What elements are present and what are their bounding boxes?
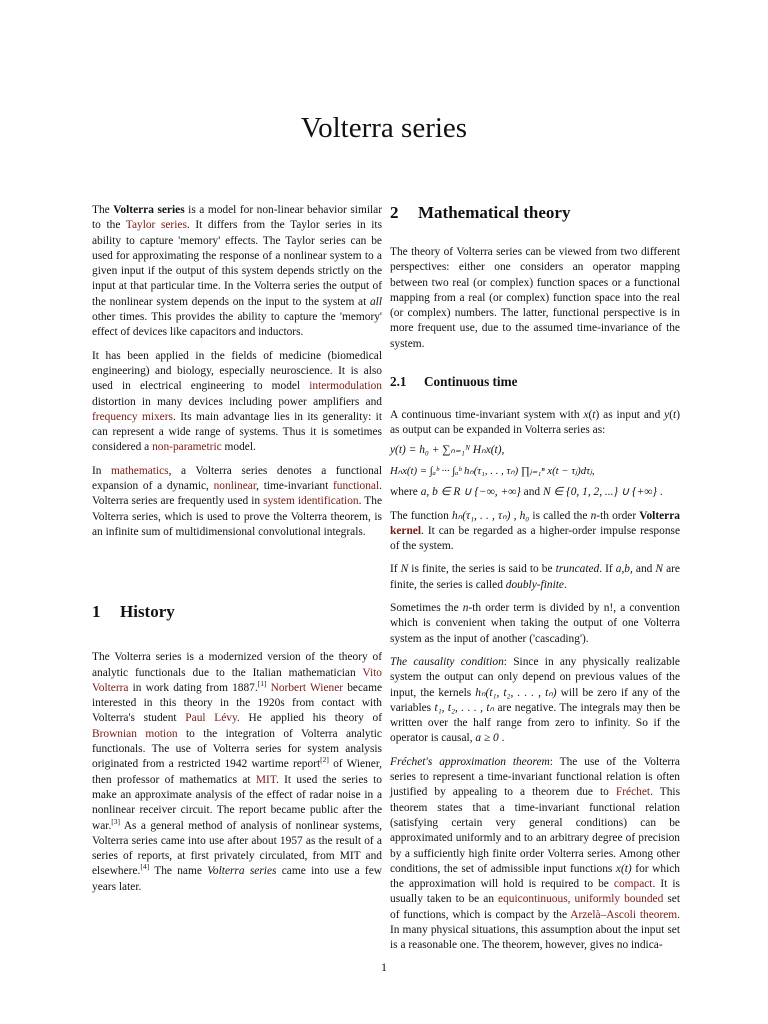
intro-paragraph-3 bbox=[92, 464, 382, 540]
math-var: x bbox=[583, 409, 589, 422]
text: ) as input and bbox=[595, 409, 665, 422]
bold-term: Volterra series bbox=[113, 204, 185, 216]
text: As a general method of analysis of nonlinear systems, Volterra series came into use after about 1957 as the result of a series of reports, at first privately circulated, from MIT and elsewhere. bbox=[92, 819, 382, 878]
link-nonlinear[interactable]: nonlinear bbox=[213, 480, 257, 493]
history-paragraph-1 bbox=[92, 650, 382, 895]
emphasis: The causality condition bbox=[390, 655, 504, 668]
link-non-parametric[interactable]: non-parametric bbox=[152, 441, 222, 454]
link-mit[interactable]: MIT bbox=[255, 773, 276, 786]
text: . bbox=[563, 578, 567, 591]
text: It has been applied in the fields of medicine (biomedical engineering) and biology, especially neuroscience. It is also used in electrical engineering to model bbox=[92, 349, 382, 393]
subsection-number: 2.1 bbox=[390, 374, 407, 390]
text: , and bbox=[630, 563, 656, 576]
math-var: n bbox=[590, 509, 597, 522]
text: . It can be regarded as a higher-order impulse response of the system. bbox=[390, 524, 680, 553]
link-equicontinuous-uniformly-bounded[interactable]: equicontinuous, uniformly bounded bbox=[498, 893, 664, 906]
emphasis: Fréchet's approximation theorem bbox=[390, 755, 550, 768]
link-frechet[interactable]: Fréchet bbox=[615, 786, 651, 799]
text: If bbox=[390, 563, 401, 576]
math-var: n bbox=[462, 602, 469, 615]
text: in work dating from 1887. bbox=[128, 681, 258, 694]
text: In bbox=[92, 464, 112, 477]
text: ( bbox=[669, 409, 674, 422]
reference-1[interactable]: [1] bbox=[257, 679, 267, 689]
section-title: Mathematical theory bbox=[418, 203, 571, 222]
text: The Volterra series is a modernized version of the theory of analytic functionals due to the Italian mathematician bbox=[92, 651, 382, 679]
text: . bbox=[656, 486, 663, 499]
math-expression: a ≥ 0 bbox=[475, 732, 499, 745]
continuous-paragraph-frechet bbox=[390, 755, 680, 954]
text: The bbox=[92, 204, 114, 216]
section-heading-mathematical-theory bbox=[390, 203, 680, 223]
text: . Volterra series are frequently used in bbox=[92, 480, 382, 508]
link-intermodulation[interactable]: intermodulation bbox=[309, 380, 382, 393]
text: will be zero if any of the variables bbox=[390, 686, 680, 714]
text: Sometimes the bbox=[390, 602, 463, 615]
continuous-where-clause bbox=[390, 485, 680, 500]
text: . bbox=[498, 732, 505, 745]
text: : Since in any physically realizable system the output can only depend on previous values of the input, the kernels bbox=[390, 655, 680, 699]
math-expression: a, b ∈ R ∪ {−∞, +∞} bbox=[420, 486, 521, 499]
math-expression: h₀ bbox=[519, 509, 530, 522]
reference-2[interactable]: [2] bbox=[320, 755, 329, 765]
text: . If bbox=[599, 563, 616, 576]
text: of Wiener, then professor of mathematics at bbox=[92, 758, 383, 786]
section-number: 2 bbox=[390, 203, 399, 222]
link-taylor-series[interactable]: Taylor series bbox=[125, 219, 187, 232]
continuous-paragraph-1 bbox=[390, 408, 680, 439]
text: . It differs from the Taylor series in its ability to capture 'memory' effects. The Taylor series can be used for approximating the response of a nonlinear system to a given input if the output of this system depends strictly on the input at that particular time. In the Volterra series the output of the nonlinear system depends on the input to the system at bbox=[92, 219, 382, 308]
intro-paragraph-1 bbox=[92, 203, 382, 341]
text: . The Volterra series, which is used to prove the Volterra theorem, is an infinite sum of multidimensional convolutional integrals. bbox=[92, 495, 382, 538]
text: are negative. The integrals may then be written over the half range from zero to infinity. So if the operator is causal, bbox=[390, 701, 680, 745]
text: , a Volterra series denotes a functional expansion of a dynamic, bbox=[92, 464, 382, 493]
text: is finite, the series is said to be bbox=[408, 563, 556, 576]
link-functional[interactable]: functional bbox=[332, 480, 380, 493]
bold-term: Volterra bbox=[639, 509, 680, 522]
text: -th order bbox=[596, 509, 640, 522]
math-expression: N ∈ {0, 1, 2, ...} ∪ {+∞} bbox=[542, 486, 657, 499]
equation-volterra-series: y(t) = h₀ + ∑ₙ₌₁ᴺ Hₙx(t), bbox=[390, 443, 505, 456]
link-brownian-motion[interactable]: Brownian motion bbox=[92, 727, 178, 740]
text: . Its main advantage lies in its generality: it can represent a wide range of systems. Thus it is sometimes considered a bbox=[92, 410, 382, 454]
link-system-identification[interactable]: system identification bbox=[263, 495, 359, 508]
math-expression: t₁, t₂, . . . , tₙ bbox=[434, 701, 495, 714]
section-title: History bbox=[120, 602, 175, 622]
text: A continuous time-invariant system with bbox=[390, 409, 584, 422]
page-number: 1 bbox=[381, 960, 387, 974]
text: model. bbox=[221, 441, 256, 454]
text: are finite, the series is called bbox=[390, 563, 680, 591]
math-var: t bbox=[592, 409, 596, 422]
math-var: N bbox=[400, 563, 409, 576]
text: where bbox=[390, 486, 421, 499]
text: The function bbox=[390, 509, 452, 522]
link-kernel[interactable]: kernel bbox=[390, 524, 422, 537]
equation-kernel-integral: Hₙx(t) = ∫ₐᵇ ··· ∫ₐᵇ hₙ(τ₁, . . , τₙ) ∏ⱼ₌₁ⁿ x(t − τⱼ)dτⱼ, bbox=[390, 464, 595, 477]
reference-4[interactable]: [4] bbox=[140, 862, 150, 872]
right-column bbox=[390, 203, 680, 962]
text: ) as output can be expanded in Volterra series as: bbox=[390, 409, 680, 437]
text: . It is usually taken to be an bbox=[390, 878, 680, 906]
math-var: t bbox=[673, 409, 677, 422]
intro-paragraph-2 bbox=[92, 349, 382, 456]
text: . He applied his theory of bbox=[236, 712, 382, 725]
emphasis: all bbox=[369, 295, 382, 308]
link-arzela-ascoli-theorem[interactable]: Arzelà–Ascoli theorem bbox=[570, 908, 678, 921]
emphasis: truncated bbox=[555, 563, 600, 576]
reference-3[interactable]: [3] bbox=[111, 816, 121, 826]
link-compact[interactable]: compact bbox=[613, 878, 653, 891]
math-theory-paragraph-1: The theory of Volterra series can be viewed from two different perspectives: either one considers an operator mapping between two real (or complex) function spaces or a functional mapping from a real (or complex) function space into the real (or complex) numbers. The latter, functional perspective is in more frequent use, due to the assumed time-invariance of the system. bbox=[390, 246, 680, 350]
emphasis: doubly-finite bbox=[505, 578, 564, 591]
text: and bbox=[520, 486, 543, 499]
math-var: y bbox=[664, 409, 670, 422]
link-paul-levy[interactable]: Paul Lévy bbox=[185, 712, 237, 725]
math-expression: x(t) bbox=[615, 862, 632, 875]
math-var: a,b bbox=[615, 563, 631, 576]
text: set of functions, which is compact by the bbox=[390, 893, 680, 921]
text: : The use of the Volterra series to represent a time-invariant functional relation is often justified by appealing to a theorem due to bbox=[390, 755, 680, 799]
link-vito-volterra[interactable]: Vito Volterra bbox=[92, 666, 382, 694]
section-heading-history bbox=[92, 602, 382, 622]
continuous-paragraph-kernel bbox=[390, 509, 680, 555]
text: is a model for non-linear behavior similar to the bbox=[92, 204, 382, 232]
continuous-paragraph-causality bbox=[390, 655, 680, 747]
link-mathematics[interactable]: mathematics bbox=[111, 464, 169, 477]
continuous-paragraph-cascading bbox=[390, 601, 680, 647]
section-number: 1 bbox=[92, 602, 101, 622]
text: , time-invariant bbox=[256, 480, 333, 493]
text: . In many physical situations, this assumption about the input set is a reasonable one. The theorem, however, gives no indica- bbox=[390, 908, 681, 952]
left-column bbox=[92, 203, 382, 903]
text: . This theorem states that a time-invariant functional relation (satisfying certain very general conditions) can be approximated uniformly and to an arbitrary degree of precision by a sufficiently high finite order Volterra series. Among other conditions, the set of admissible input functions bbox=[390, 786, 680, 875]
continuous-paragraph-truncated bbox=[390, 562, 680, 593]
text: distortion in many devices including power amplifiers and bbox=[92, 395, 382, 408]
text: ( bbox=[588, 409, 593, 422]
text: for which the approximation will hold is required to be bbox=[390, 862, 680, 891]
link-frequency-mixers[interactable]: frequency mixers bbox=[92, 410, 173, 423]
emphasis: Volterra series bbox=[207, 865, 277, 878]
math-expression: hₙ(t₁, t₂, . . . , tₙ) bbox=[475, 686, 557, 699]
text: , bbox=[510, 509, 520, 522]
subsection-heading-continuous-time bbox=[390, 374, 680, 390]
math-var: N bbox=[655, 563, 664, 576]
text: is called the bbox=[529, 509, 591, 522]
page-title: Volterra series bbox=[300, 112, 468, 144]
text: became interested in this theory in the 1920s from contact with Volterra's student bbox=[92, 681, 383, 725]
subsection-title: Continuous time bbox=[424, 374, 518, 390]
text: The name bbox=[149, 865, 208, 878]
math-expression: hₙ(τ₁, . . , τₙ) bbox=[451, 509, 511, 522]
link-norbert-wiener[interactable]: Norbert Wiener bbox=[270, 681, 344, 694]
text: other times. This provides the ability to capture the 'memory' effect of devices like capacitors and inductors. bbox=[92, 311, 382, 339]
text: to the integration of Volterra analytic functionals. The use of Volterra series for system analysis originated from a restricted 1942 wartime report bbox=[92, 727, 382, 771]
text: . It used the series to make an approximate analysis of the effect of radar noise in a nonlinear receiver circuit. The report became public after the war. bbox=[92, 773, 383, 832]
text: -th order term is divided by n!, a convention which is convenient when taking the output of one Volterra system as the input of another ('cascading'). bbox=[390, 602, 680, 645]
text: came into use a few years later. bbox=[92, 865, 382, 893]
